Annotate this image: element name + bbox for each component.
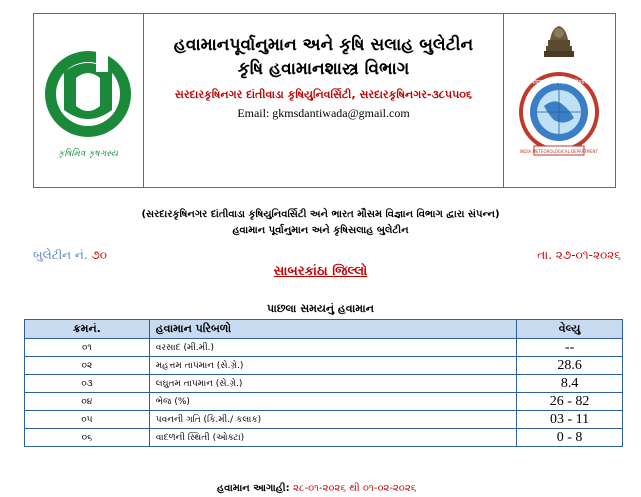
row-parameter: પવનની ગતિ (કિ.મી./ કલાક) — [149, 411, 516, 429]
bulletin-number-value: ૭૦ — [91, 248, 108, 262]
subtitle-collaboration: (સરદારકૃષિનગર દાંતીવાડા કૃષિયુનિવર્સિટી અને ભારત મૌસમ વિજ્ઞાન વિભાગ દ્વારા સંપન્ન) — [141, 209, 500, 220]
row-serial: ૦૨ — [25, 357, 150, 375]
row-parameter: વાદળની સ્થિતી (ઓક્ટા) — [149, 429, 516, 447]
bulletin-number — [33, 248, 107, 263]
row-serial: ૦૪ — [25, 393, 150, 411]
row-serial: ૦૧ — [25, 339, 150, 357]
row-value: 0 - 8 — [517, 429, 623, 447]
bulletin-title: હવામાનપૂર્વાનુમાન અને કૃષિ સલાહ બુલેટીન — [173, 35, 474, 55]
forecast-heading — [217, 483, 416, 494]
row-parameter: મહત્તમ તાપમાન (સે.ગ્રે.) — [149, 357, 516, 375]
row-parameter: ભેજ (%) — [149, 393, 516, 411]
table-row — [25, 375, 623, 393]
forecast-dates: ૨૮-૦૧-૨૦૨૬ થી ૦૧-૦૨-૨૦૨૬ — [293, 483, 417, 494]
table-row — [25, 411, 623, 429]
imd-logo — [503, 14, 615, 187]
email: Email: gkmsdantiwada@gmail.com — [237, 106, 410, 120]
address: સરદારકૃષિનગર દાંતીવાડા કૃષિયુનિવર્સિટી, સરદારકૃષિનગર-૩૮૫૫૦૬ — [174, 88, 473, 101]
department-title: કૃષિ હવામાનશાસ્ત્ર વિભાગ — [237, 59, 410, 79]
imd-ribbon-text: INDIA METEOROLOGICAL DEPARTMENT — [520, 149, 598, 154]
row-serial: ૦૩ — [25, 375, 150, 393]
row-serial: ૦૫ — [25, 411, 150, 429]
table-header-row — [25, 320, 623, 339]
row-value: 28.6 — [517, 357, 623, 375]
header-value: વેલ્યુ — [517, 320, 623, 339]
header-serial: ક્રમનં. — [25, 320, 150, 339]
district-name: સાબરકાંઠા જિલ્લો — [273, 264, 368, 279]
university-emblem-icon — [34, 14, 143, 187]
forecast-label: હવામાન આગાહી: — [217, 483, 290, 494]
table-row — [25, 339, 623, 357]
bulletin-date: તા. ૨૭-૦૧-૨૦૨૬ — [537, 248, 621, 262]
row-value: 03 - 11 — [517, 411, 623, 429]
national-emblem-icon — [544, 26, 574, 57]
row-value: 8.4 — [517, 375, 623, 393]
row-parameter: વરસાદ (મી.મી.) — [149, 339, 516, 357]
header-text — [144, 14, 503, 187]
past-weather-table — [24, 319, 623, 447]
past-weather-title: પાછલા સમયનું હવામાન — [267, 302, 374, 315]
table-row — [25, 357, 623, 375]
logo-motto: કૃષિમિત્ર કૃષગસ્ય — [58, 149, 118, 159]
row-serial: ૦૬ — [25, 429, 150, 447]
header-box — [33, 13, 616, 188]
header-parameter: હવામાન પરિબળો — [149, 320, 516, 339]
table-row — [25, 429, 623, 447]
row-value: 26 - 82 — [517, 393, 623, 411]
row-parameter: લઘુતમ તાપમાન (સે.ગ્રે.) — [149, 375, 516, 393]
university-logo — [34, 14, 144, 187]
imd-seal-text: भारत मौसम विज्ञान विभाग — [530, 79, 588, 86]
row-value: -- — [517, 339, 623, 357]
bulletin-number-label: બુલેટીન નં. — [33, 248, 88, 262]
imd-emblem-icon — [504, 14, 615, 187]
subtitle-bulletin: હવામાન પૂર્વાનુમાન અને કૃષિસલાહ બુલેટીન — [232, 225, 409, 236]
table-row — [25, 393, 623, 411]
